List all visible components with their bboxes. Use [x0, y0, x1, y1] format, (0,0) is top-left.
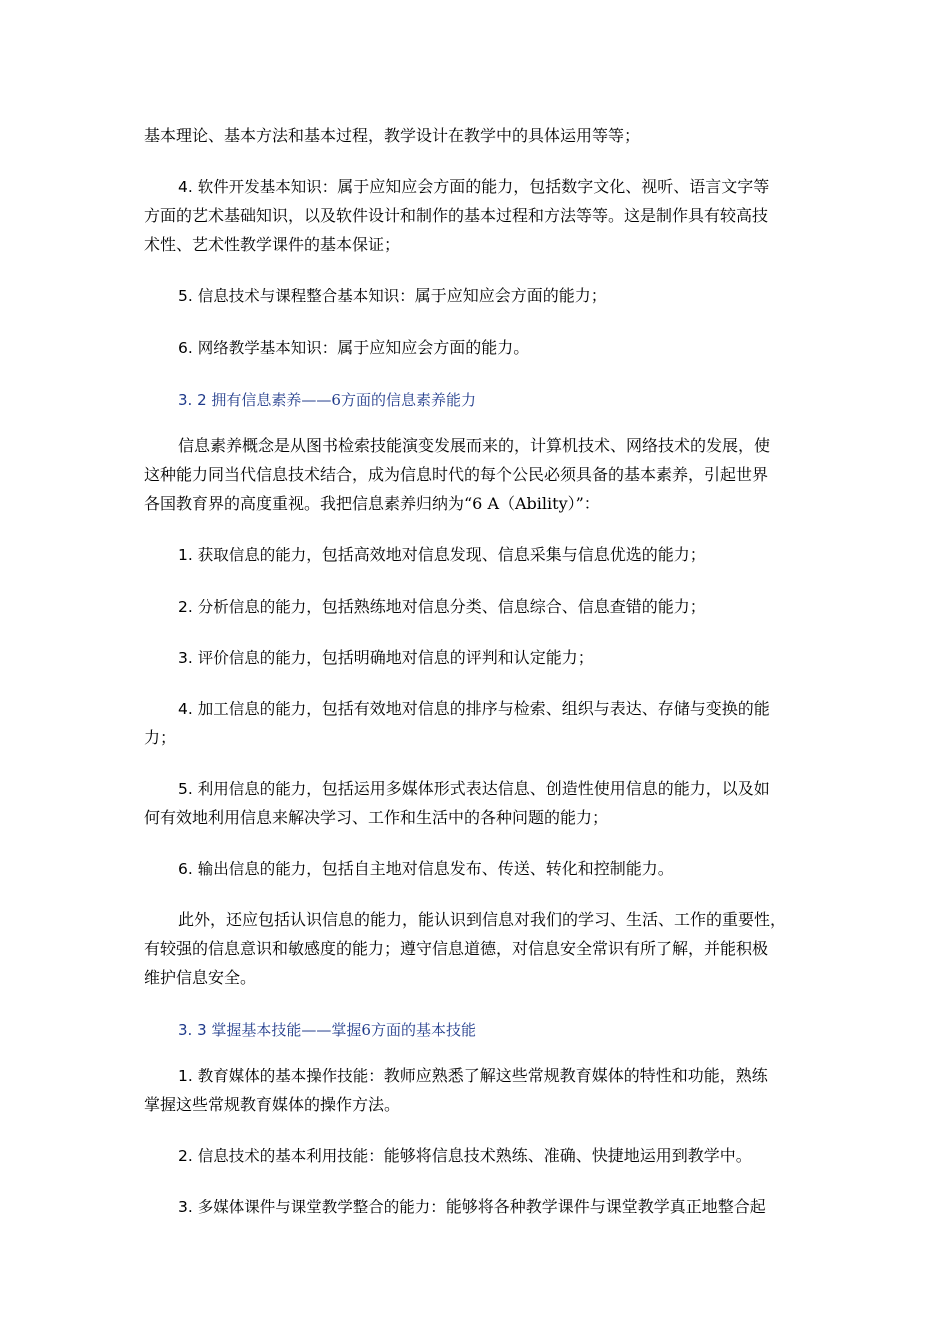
item-text: 包括有效地对信息的排序与检索、组织与表达、存储与变换的能 [321, 699, 770, 718]
item-lead: 1. 教育媒体的基本操作技能： [178, 1067, 384, 1085]
heading-lead: 3. 3 掌握基本技能 [178, 1021, 302, 1039]
list-item-process-info [178, 699, 770, 719]
item-text: 包括高效地对信息发现、信息采集与信息优选的能力； [321, 545, 706, 564]
item-lead: 5. 利用信息的能力， [178, 780, 322, 798]
list-item-integration-knowledge [178, 286, 607, 306]
paragraph-info-literacy: 信息素养概念是从图书检索技能演变发展而来的，计算机技术、网络技术的发展，使 [178, 436, 771, 455]
paragraph-basic-theory [144, 126, 640, 146]
list-item-analyze-info [178, 597, 706, 617]
list-item-courseware-integration [178, 1197, 766, 1217]
item-lead: 3. 多媒体课件与课堂教学整合的能力： [178, 1198, 446, 1216]
heading-rest: ——掌握6方面的基本技能 [301, 1021, 476, 1039]
list-item-software-knowledge [178, 177, 769, 197]
list-item-evaluate-info [178, 648, 594, 668]
item-text: 属于应知应会方面的能力； [414, 286, 607, 305]
item-lead: 5. 信息技术与课程整合基本知识： [178, 287, 415, 305]
item-text: 包括运用多媒体形式表达信息、创造性使用信息的能力，以及如 [321, 779, 770, 798]
item-lead: 4. 加工信息的能力， [178, 700, 322, 718]
item-lead: 2. 分析信息的能力， [178, 598, 322, 616]
item-text: 包括自主地对信息发布、传送、转化和控制能力。 [321, 859, 674, 878]
section-heading-3-3 [178, 1020, 476, 1040]
item-text: 属于应知应会方面的能力。 [337, 338, 530, 357]
section-heading-3-2 [178, 390, 476, 410]
item-text: 能够将各种教学课件与课堂教学真正地整合起 [445, 1197, 766, 1216]
paragraph-continuation: 各国教育界的高度重视。我把信息素养归纳为“6 A（Ability）”： [144, 494, 600, 513]
list-item-network-knowledge [178, 338, 529, 358]
list-item-use-info [178, 779, 770, 799]
paragraph-additionally: 此外，还应包括认识信息的能力，能认识到信息对我们的学习、生活、工作的重要性， [178, 910, 787, 929]
list-item-continuation: 何有效地利用信息来解决学习、工作和生活中的各种问题的能力； [144, 808, 609, 827]
item-text: 能够将信息技术熟练、准确、快捷地运用到教学中。 [383, 1146, 752, 1165]
heading-lead: 3. 2 拥有信息素养 [178, 391, 302, 409]
list-item-it-skills [178, 1146, 752, 1166]
list-item-continuation: 术性、艺术性教学课件的基本保证； [144, 235, 401, 254]
heading-rest: ——6方面的信息素养能力 [301, 391, 476, 409]
item-lead: 6. 网络教学基本知识： [178, 339, 338, 357]
item-lead: 6. 输出信息的能力， [178, 860, 322, 878]
item-lead: 3. 评价信息的能力， [178, 649, 322, 667]
list-item-continuation: 掌握这些常规教育媒体的操作方法。 [144, 1095, 401, 1114]
paragraph-continuation: 有较强的信息意识和敏感度的能力；遵守信息道德，对信息安全常识有所了解，并能积极 [144, 939, 769, 958]
item-text: 教师应熟悉了解这些常规教育媒体的特性和功能，熟练 [383, 1066, 768, 1085]
list-item-continuation: 方面的艺术基础知识，以及软件设计和制作的基本过程和方法等等。这是制作具有较高技 [144, 206, 769, 225]
paragraph-continuation: 这种能力同当代信息技术结合，成为信息时代的每个公民必须具备的基本素养，引起世界 [144, 465, 769, 484]
item-text: 属于应知应会方面的能力，包括数字文化、视听、语言文字等 [337, 177, 770, 196]
item-text: 包括明确地对信息的评判和认定能力； [321, 648, 594, 667]
item-lead: 2. 信息技术的基本利用技能： [178, 1147, 384, 1165]
item-lead: 1. 获取信息的能力， [178, 546, 322, 564]
paragraph-text: 基本理论、基本方法和基本过程，教学设计在教学中的具体运用等等； [144, 126, 641, 145]
list-item-output-info [178, 859, 674, 879]
list-item-media-skills [178, 1066, 768, 1086]
item-text: 包括熟练地对信息分类、信息综合、信息查错的能力； [321, 597, 706, 616]
list-item-continuation: 力； [144, 728, 177, 747]
item-lead: 4. 软件开发基本知识： [178, 178, 338, 196]
paragraph-continuation: 维护信息安全。 [144, 968, 257, 987]
list-item-acquire-info [178, 545, 706, 565]
